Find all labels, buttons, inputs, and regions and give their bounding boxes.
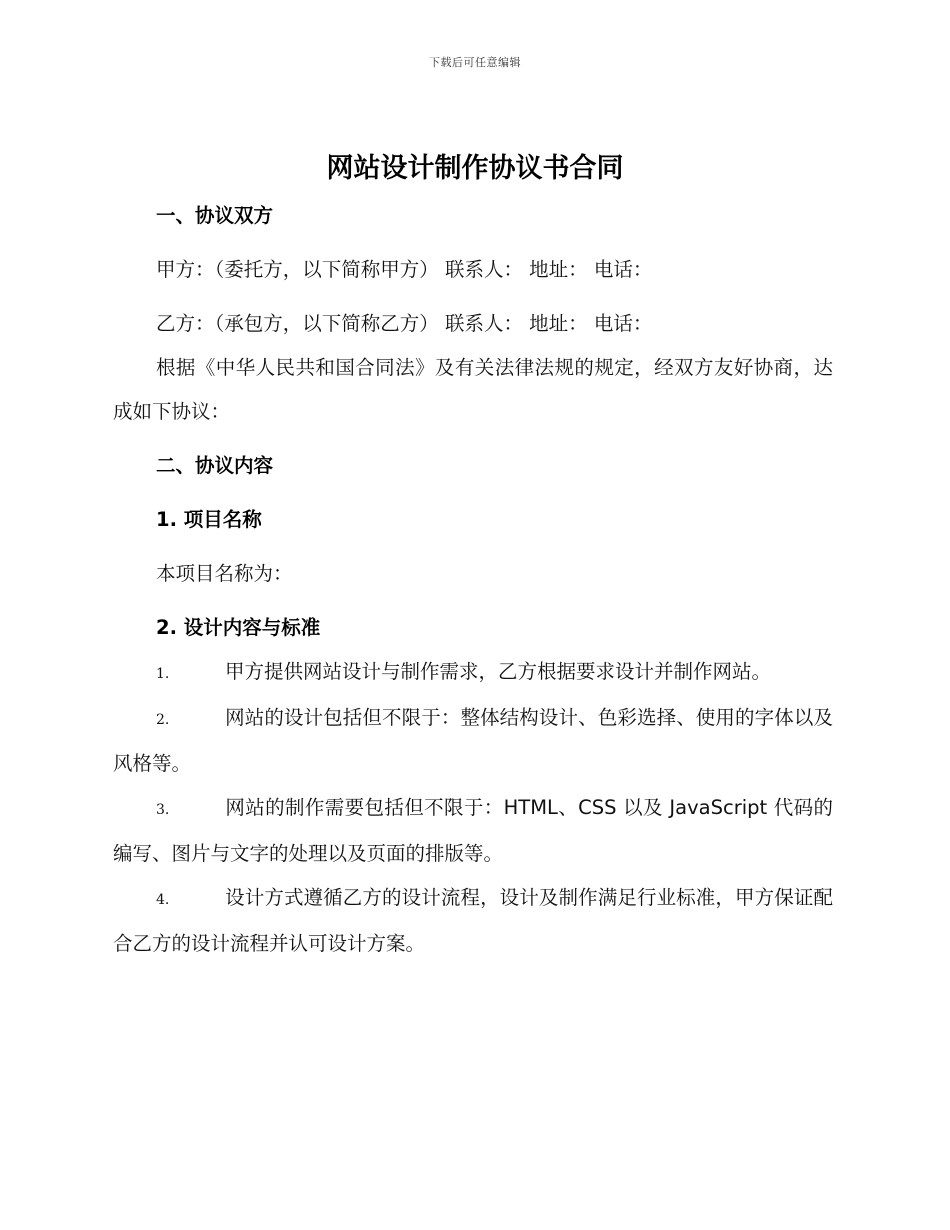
list-item	[113, 696, 833, 786]
document-body	[113, 194, 833, 966]
list-item	[113, 876, 833, 966]
list-item-text: 甲方提供网站设计与制作需求，乙方根据要求设计并制作网站。	[225, 660, 772, 683]
party-b-line: 乙方：（承包方，以下简称乙方） 联系人： 地址： 电话：	[156, 312, 653, 335]
basis-paragraph: 根据《中华人民共和国合同法》及有关法律法规的规定，经双方友好协商，达成如下协议：	[113, 356, 833, 423]
party-a-line: 甲方：（委托方，以下简称甲方） 联系人： 地址： 电话：	[156, 258, 653, 281]
item-heading-design-content: 2. 设计内容与标准	[156, 616, 321, 639]
section-heading-parties: 一、协议双方	[156, 204, 274, 227]
list-item	[113, 786, 833, 876]
document-title: 网站设计制作协议书合同	[326, 153, 624, 184]
section-heading-content: 二、协议内容	[156, 454, 274, 477]
item-heading-project-name: 1. 项目名称	[156, 508, 262, 531]
project-name-text: 本项目名称为：	[156, 562, 293, 585]
list-item-number: 4.	[156, 892, 170, 908]
list-item-number: 2.	[156, 712, 170, 728]
list-item	[113, 650, 833, 696]
list-item-number: 1.	[156, 666, 170, 682]
list-item-text: 设计方式遵循乙方的设计流程，设计及制作满足行业标准，甲方保证配合乙方的设计流程并认可设计方案。	[113, 886, 833, 955]
page-header-note: 下载后可任意编辑	[429, 56, 521, 69]
list-item-text: 网站的制作需要包括但不限于：HTML、CSS 以及 JavaScript 代码的编写、图片与文字的处理以及页面的排版等。	[113, 796, 833, 865]
list-item-number: 3.	[156, 802, 170, 818]
list-item-text: 网站的设计包括但不限于：整体结构设计、色彩选择、使用的字体以及风格等。	[113, 706, 833, 775]
